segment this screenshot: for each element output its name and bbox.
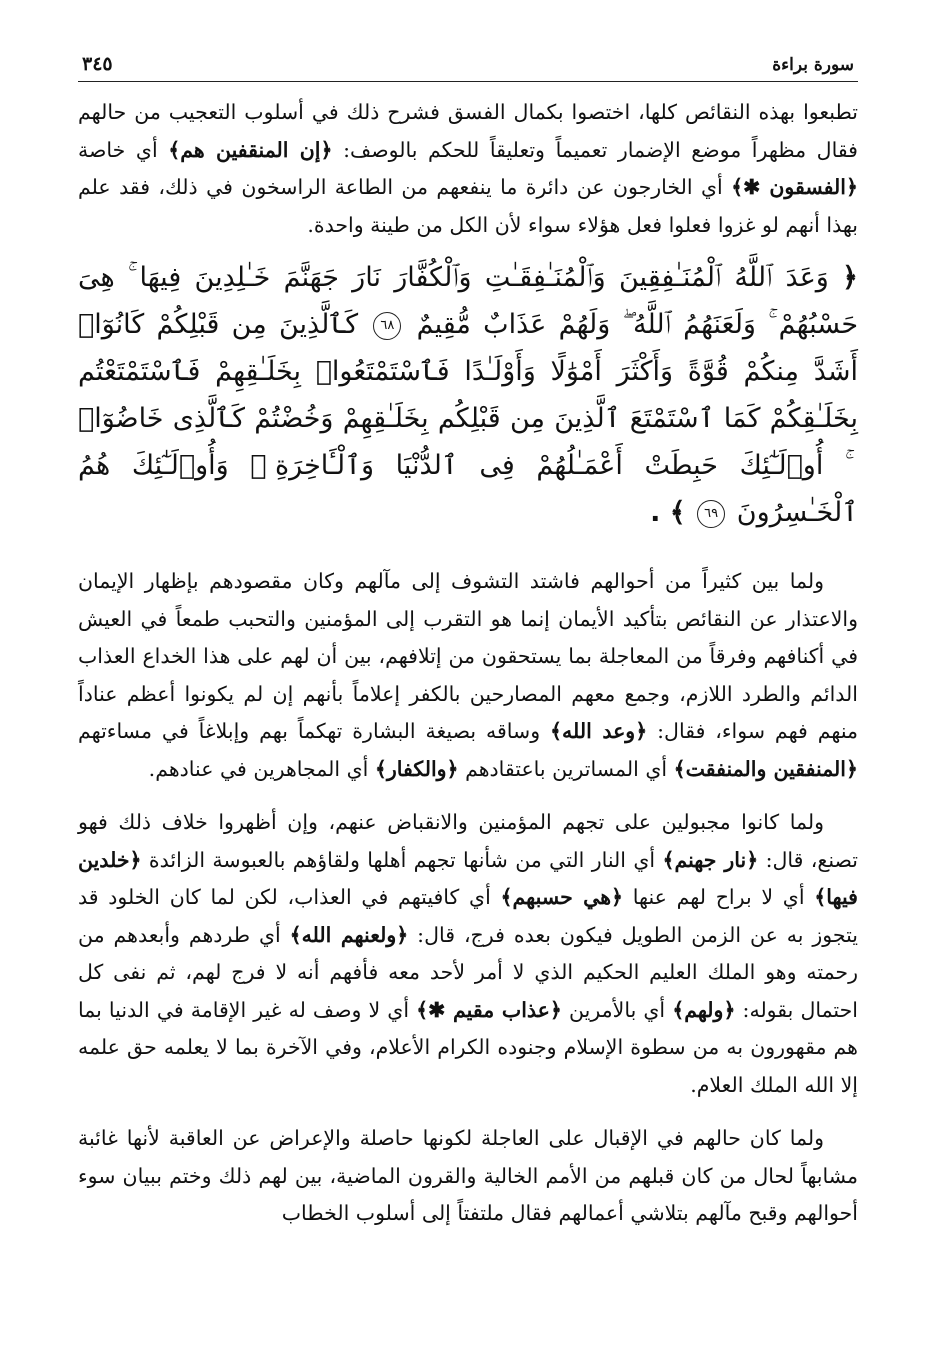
verse-text: وَعَدَ ٱللَّهُ ٱلْمُنَـٰفِقِينَ وَٱلْمُنَـٰفِقَـٰتِ وَٱلْكُفَّارَ نَارَ جَهَنَّمَ خَـٰلِدِينَ فِيهَا ۚ هِىَ حَسْبُهُمْ ۚ وَلَعَنَهُمُ ٱللَّهُ ۖ وَلَهُمْ عَذَابٌ مُّقِيمٌ bbox=[78, 262, 859, 340]
ayah-number-marker: ٦٨ bbox=[373, 312, 401, 340]
ayah-number-marker: ٦٩ bbox=[697, 500, 725, 528]
page-header bbox=[78, 50, 858, 82]
text-segment: وساقه بصيغة البشارة تهكماً بهم وإبلاغاً في مساءتهم bbox=[78, 719, 551, 743]
quran-quote: ﴿المنفقين والمنفقت﴾ bbox=[673, 756, 858, 781]
surah-title: سورة براءة bbox=[772, 55, 854, 75]
text-segment: أي المجاهرين في عنادهم. bbox=[148, 756, 375, 781]
quran-quote: ﴿الفسقون ✱﴾ bbox=[731, 175, 859, 199]
quran-verse-block bbox=[78, 254, 858, 536]
text-segment: أي النار التي من شأنها تجهم أهلها ولقاؤهم بالعبوسة الزائدة bbox=[141, 847, 663, 872]
book-page bbox=[78, 50, 858, 1320]
text-segment: أي طردهم وأبعدهم من رحمته وهو الملك العليم الحكيم الذي لا أمر لأحد معه فأفهم أنه لا فرج لهم، ثم نفى كل احتمال بقوله: bbox=[78, 922, 858, 1022]
quran-quote: ﴿ولهم﴾ bbox=[672, 997, 736, 1022]
quran-quote: ﴿ولعنهم الله﴾ bbox=[289, 922, 409, 947]
quran-quote: ﴿خلدين فيها﴾ bbox=[78, 847, 858, 909]
text-segment: أي خاصة bbox=[78, 137, 169, 162]
text-segment: أي الخارجون عن دائرة ما ينفعهم من الطاعة الراسخون في ذلك، فقد علم بهذا أنهم لو غزوا فعلوا فعل هؤلاء سواء لأن الكل من طينة واحدة. bbox=[78, 175, 858, 237]
quran-quote: ﴿والكفار﴾ bbox=[374, 756, 459, 781]
paragraph-1 bbox=[78, 94, 858, 244]
text-segment: ولما كان حالهم في الإقبال على العاجلة لكونها حاصلة والإعراض عن العاقبة لأنها غائبة مشابهاً لحال من كان قبلهم من الأمم الخالية والقرون الماضية، بين لهم ذلك وختم ببيان سوء أحوالهم وقبح مآلهم بتلاشي أعمالهم فقال ملتفتاً إلى أسلوب الخطاب bbox=[78, 1126, 858, 1225]
verse-open-bracket: ﴿ bbox=[842, 262, 858, 293]
paragraph-2 bbox=[78, 563, 858, 788]
quran-quote: ﴿وعد الله﴾ bbox=[550, 719, 648, 743]
text-segment: أي لا وصف له غير الإقامة في الدنيا بما هم مقهورون به من سطوة الإسلام وجنوده الكرام الأعلام، وفي الآخرة بما لا يعلمه حق علمه إلا الله الملك العلام. bbox=[78, 997, 858, 1097]
verse-text: كَٱلَّذِينَ مِن قَبْلِكُمْ كَانُوٓا۟ أَشَدَّ مِنكُمْ قُوَّةً وَأَكْثَرَ أَمْوَٰلًا وَأَوْلَـٰدًا فَٱسْتَمْتَعُوا۟ بِخَلَـٰقِهِمْ فَٱسْتَمْتَعْتُم بِخَلَـٰقِكُمْ كَمَا ٱسْتَمْتَعَ ٱلَّذِينَ مِن قَبْلِكُم بِخَلَـٰقِهِمْ وَخُضْتُمْ كَٱلَّذِى خَاضُوٓا۟ ۚ أُو۟لَـٰٓئِكَ حَبِطَتْ أَعْمَـٰلُهُمْ فِى ٱلدُّنْيَا وَٱلْـَٔاخِرَةِ ۖ وَأُو۟لَـٰٓئِكَ هُمُ ٱلْخَـٰسِرُونَ bbox=[78, 309, 858, 528]
verse-close-bracket: ﴾ . bbox=[650, 497, 686, 528]
text-segment: أي كافيتهم في العذاب، لكن لما كان الخلود قد يتجوز به عن الزمن الطويل فيكون بعده فرج، قال: bbox=[78, 885, 858, 947]
text-segment: أي لا براح لهم عنها bbox=[623, 885, 815, 909]
text-segment: ولما كانوا مجبولين على تجهم المؤمنين والانقباض عنهم، وإن أظهروا خلاف ذلك فهو تصنع، قال: bbox=[78, 810, 859, 872]
quran-quote: ﴿هي حسبهم﴾ bbox=[500, 885, 624, 909]
quran-quote: ﴿عذاب مقيم ✱﴾ bbox=[416, 997, 562, 1022]
text-segment: أي المساترين باعتقادهم bbox=[458, 756, 674, 781]
text-segment: أي بالأمرين bbox=[561, 997, 673, 1022]
quran-quote: ﴿نار جهنم﴾ bbox=[662, 847, 759, 872]
text-segment: تطبعوا بهذه النقائص كلها، اختصوا بكمال الفسق فشرح ذلك في أسلوب التعجيب من حالهم فقال مظهراً موضع الإضمار تعميماً وتعليقاً للحكم بالوصف: bbox=[78, 100, 858, 162]
page-number: ٣٤٥ bbox=[82, 53, 113, 75]
paragraph-4 bbox=[78, 1120, 858, 1233]
paragraph-3 bbox=[78, 804, 858, 1104]
text-segment: ولما بين كثيراً من أحوالهم فاشتد التشوف إلى مآلهم وكان مقصودهم بإظهار الإيمان والاعتذار عن النقائص بتأكيد الأيمان إنما هو التقرب إلى المؤمنين والتحبب طمعاً في العيش في أكنافهم وفرقاً من المعاجلة بما يستحقون من إتلافهم، بين أن لهم على هذا الخداع العذاب الدائم والطرد اللازم، وجمع معهم المصارحين بالكفر إعلاماً بأنهم إن لم يكونوا أعظم عناداً منهم فهم سواء، فقال: bbox=[78, 569, 859, 743]
quran-quote: ﴿إن المنقفين هم﴾ bbox=[168, 137, 333, 162]
